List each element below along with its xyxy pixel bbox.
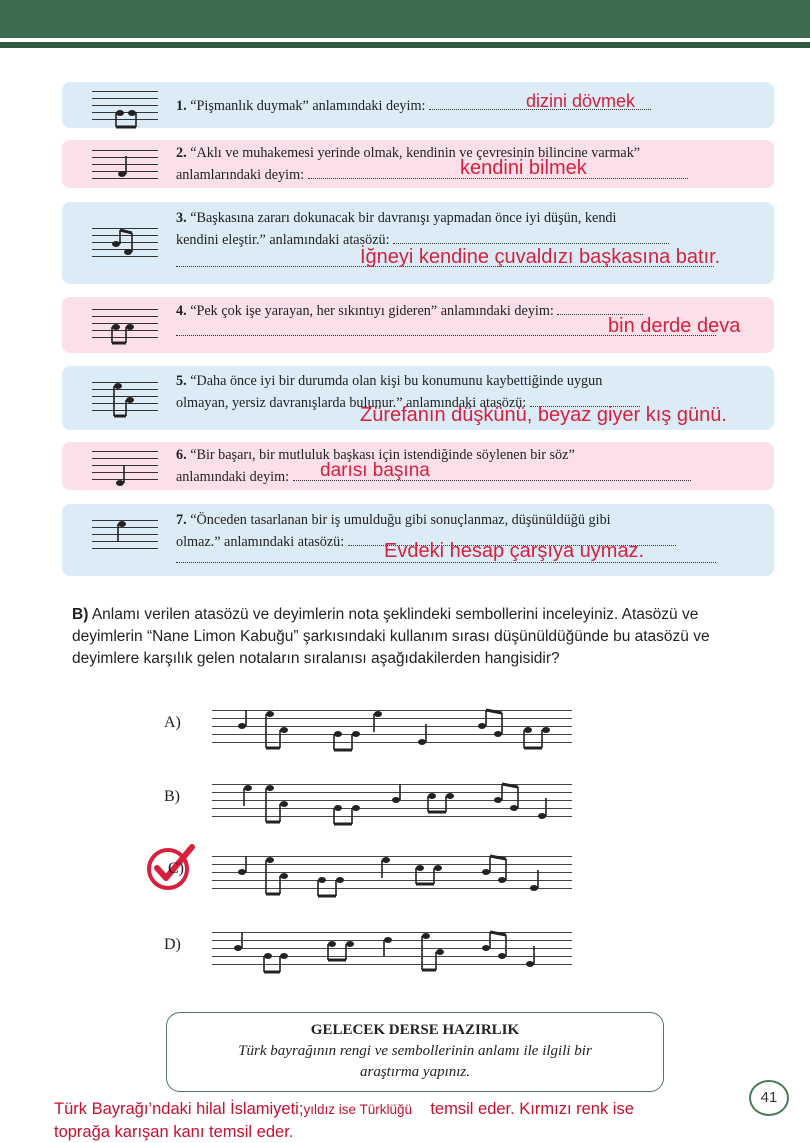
music-staff-7 — [92, 520, 158, 550]
question-text-2 — [176, 142, 688, 186]
note-part-3: temsil eder. Kırmızı renk ise — [430, 1100, 634, 1118]
answer-5: Zürefanın düşkünü, beyaz giyer kış günü. — [360, 404, 727, 426]
option-a-label[interactable]: A) — [164, 714, 181, 731]
question-prompt: “Pişmanlık duymak” anlamındaki deyim: — [190, 98, 426, 114]
section-b-label: B) — [72, 606, 89, 623]
question-prompt-line2: kendini eleştir.” anlamındaki atasözü: — [176, 232, 390, 248]
question-number: 1. — [176, 98, 187, 114]
note-symbol-6 — [92, 451, 158, 481]
note-line-2: toprağa karışan kanı temsil eder. — [54, 1123, 294, 1141]
question-card-7 — [62, 504, 774, 576]
option-b-notes — [212, 784, 572, 818]
note-symbol-2 — [92, 150, 158, 180]
option-d-label[interactable]: D) — [164, 936, 181, 953]
question-text-3 — [176, 207, 669, 251]
question-number: 4. — [176, 303, 187, 319]
note-symbol-7 — [92, 520, 158, 550]
option-b-staff[interactable] — [212, 784, 572, 818]
question-prompt: “Başkasına zararı dokunacak bir davranışı yapmadan önce iyi düşün, kendi — [190, 210, 617, 226]
question-prompt-line2: anlamlarındaki deyim: — [176, 167, 305, 183]
next-lesson-line-2: araştırma yapınız. — [359, 1064, 470, 1080]
question-prompt-line2: olmayan, yersiz davranışlarda bulunur.” anlamındaki atasözü: — [176, 395, 527, 411]
page-number: 41 — [749, 1080, 789, 1116]
music-staff-6 — [92, 451, 158, 481]
question-prompt: “Daha önce iyi bir durumda olan kişi bu konumunu kaybettiğinde uygun — [190, 373, 603, 389]
note-part-1: Türk Bayrağı’ndaki hilal İslamiyeti; — [54, 1100, 304, 1118]
option-a-staff[interactable] — [212, 710, 572, 744]
note-part-2: yıldız ise Türklüğü — [303, 1102, 412, 1117]
header-bar — [0, 0, 810, 38]
question-prompt: “Aklı ve muhakemesi yerinde olmak, kendinin ve çevresinin bilincine varmak” — [190, 145, 641, 161]
header-stripe — [0, 40, 810, 48]
answer-2: kendini bilmek — [460, 157, 587, 179]
next-lesson-box — [166, 1012, 664, 1092]
music-staff-3 — [92, 228, 158, 258]
question-card-5 — [62, 366, 774, 430]
answer-3: İğneyi kendine çuvaldızı başkasına batır. — [360, 246, 721, 268]
note-symbol-3 — [92, 228, 158, 258]
note-symbol-4 — [92, 309, 158, 339]
question-number: 7. — [176, 512, 187, 528]
music-staff-1 — [92, 91, 158, 121]
answer-6: darısı başına — [320, 460, 430, 481]
question-card-6 — [62, 442, 774, 490]
question-card-3 — [62, 202, 774, 284]
option-d-notes — [212, 932, 572, 966]
question-card-1 — [62, 82, 774, 128]
question-prompt: “Bir başarı, bir mutluluk başkası için istendiğinde söylenen bir söz” — [190, 447, 575, 463]
handwritten-note — [54, 1098, 634, 1143]
option-c-staff[interactable] — [212, 856, 572, 890]
question-prompt-line2: anlamındaki deyim: — [176, 469, 290, 485]
question-number: 3. — [176, 210, 187, 226]
option-d-staff[interactable] — [212, 932, 572, 966]
answer-7: Evdeki hesap çarşıya uymaz. — [384, 540, 645, 562]
option-c-label[interactable]: C) — [168, 860, 184, 877]
note-symbol-5 — [92, 382, 158, 412]
music-staff-4 — [92, 309, 158, 339]
question-prompt-line2: olmaz.” anlamındaki atasözü: — [176, 534, 345, 550]
section-b-text: Anlamı verilen atasözü ve deyimlerin nota şeklindeki sembollerini inceleyiniz. Atasözü ve deyimlerin “Nane Limon Kabuğu” şarkısındaki kullanım sırası düşünüldüğünde bu atasözü ve deyimlere karşılık gelen notaların sıralanısı aşağıdakilerden hangisidir? — [72, 606, 710, 667]
question-prompt: “Önceden tasarlanan bir iş umulduğu gibi sonuçlanmaz, düşünüldüğü gibi — [190, 512, 611, 528]
question-card-4 — [62, 297, 774, 353]
option-c-notes — [212, 856, 572, 890]
section-b-question — [72, 604, 762, 670]
answer-4: bin derde deva — [608, 315, 741, 337]
question-number: 5. — [176, 373, 187, 389]
question-text-6 — [176, 444, 691, 488]
question-text-4 — [176, 300, 643, 322]
option-a-notes — [212, 710, 572, 744]
question-number: 6. — [176, 447, 187, 463]
question-card-2 — [62, 140, 774, 188]
question-number: 2. — [176, 145, 187, 161]
option-b-label[interactable]: B) — [164, 788, 180, 805]
music-staff-5 — [92, 382, 158, 412]
next-lesson-line-1: Türk bayrağının rengi ve sembollerinin anlamı ile ilgili bir — [238, 1043, 592, 1059]
question-prompt: “Pek çok işe yarayan, her sıkıntıyı gideren” anlamındaki deyim: — [190, 303, 554, 319]
music-staff-2 — [92, 150, 158, 180]
note-symbol-1 — [92, 91, 158, 121]
answer-1: dizini dövmek — [526, 91, 636, 111]
next-lesson-title: GELECEK DERSE HAZIRLIK — [310, 1022, 520, 1038]
